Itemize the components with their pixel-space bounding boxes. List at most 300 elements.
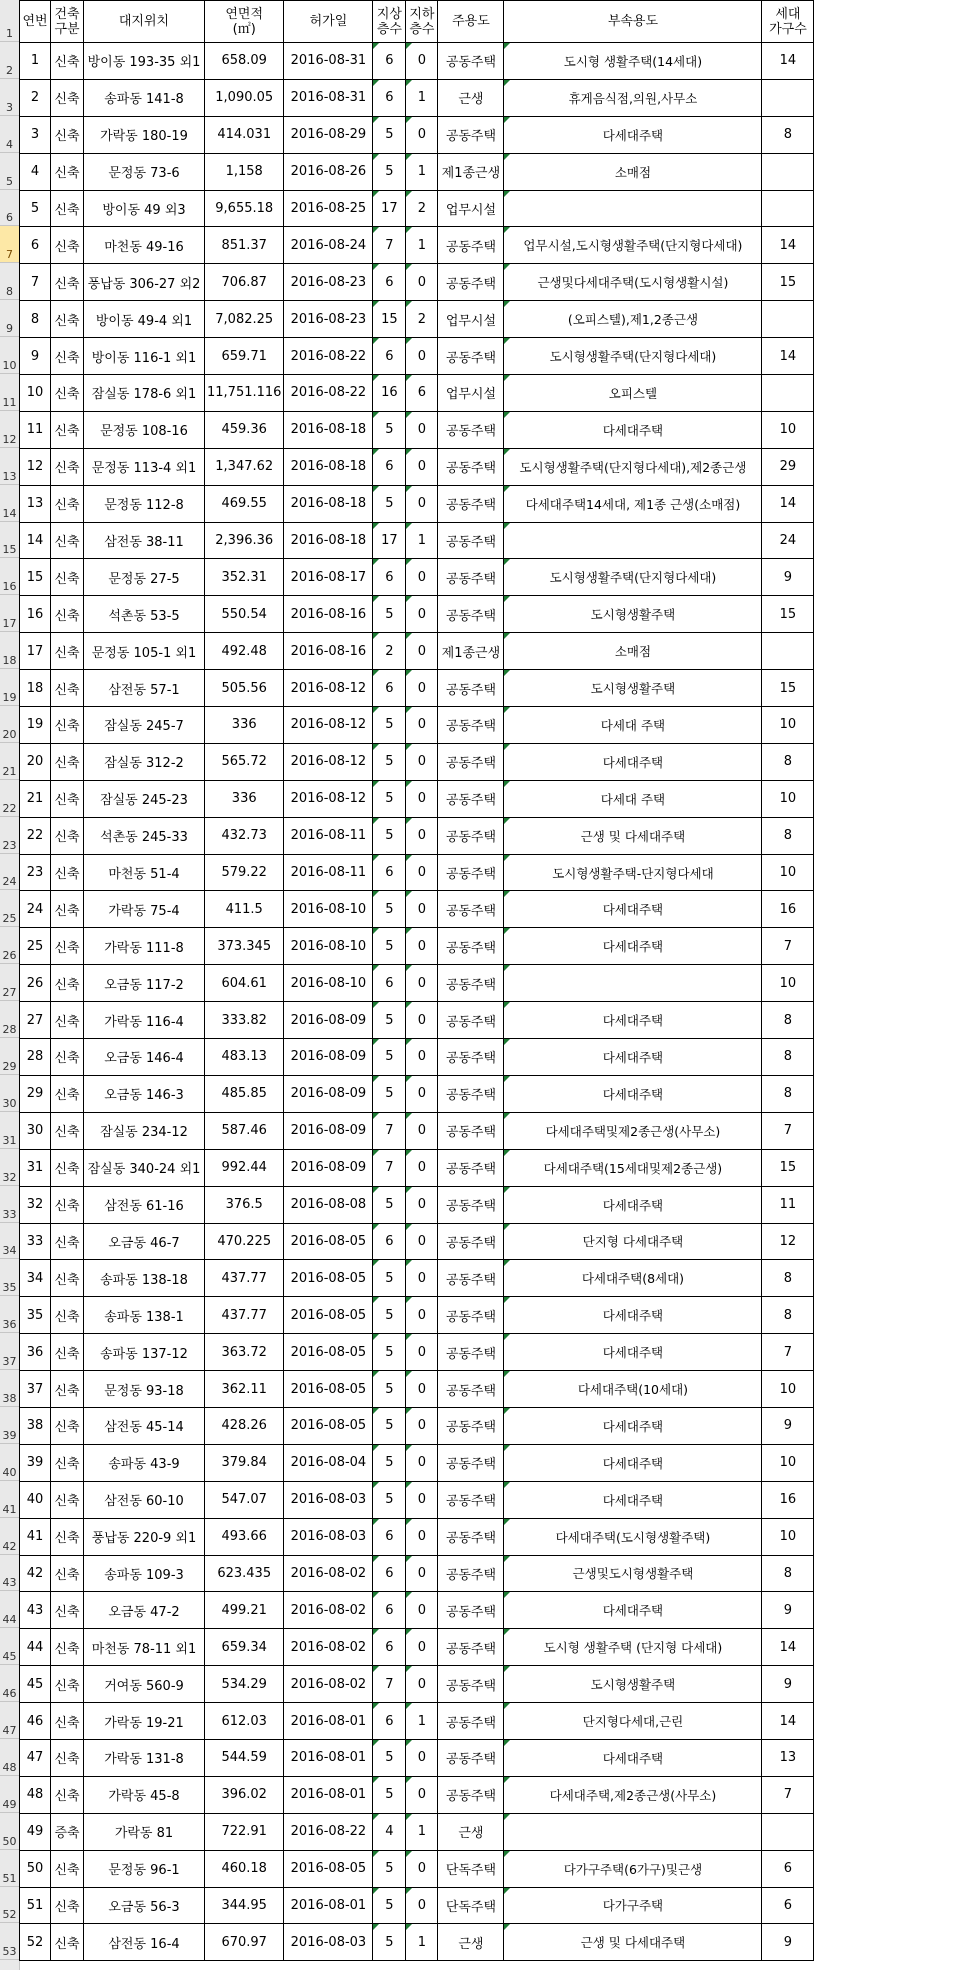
cell-units[interactable]: 16 xyxy=(762,891,814,928)
cell-down[interactable]: 1 xyxy=(406,153,438,190)
row-number[interactable] xyxy=(0,116,19,153)
cell-use[interactable]: 업무시설 xyxy=(438,375,504,412)
cell-type[interactable]: 신축 xyxy=(51,817,84,854)
cell-no[interactable]: 31 xyxy=(20,1149,51,1186)
cell-down[interactable]: 0 xyxy=(406,43,438,80)
cell-use2[interactable] xyxy=(504,522,762,559)
cell-use[interactable]: 공동주택 xyxy=(438,1518,504,1555)
cell-down[interactable]: 0 xyxy=(406,743,438,780)
cell-loc[interactable]: 삼전동 45-14 xyxy=(84,1407,205,1444)
cell-use2[interactable]: 도시형생활주택 xyxy=(504,596,762,633)
cell-up[interactable]: 6 xyxy=(373,338,406,375)
cell-use2[interactable]: 도시형생활주택-단지형다세대 xyxy=(504,854,762,891)
cell-area[interactable]: 336 xyxy=(205,780,284,817)
cell-units[interactable]: 8 xyxy=(762,817,814,854)
cell-up[interactable]: 2 xyxy=(373,633,406,670)
cell-units[interactable]: 6 xyxy=(762,1850,814,1887)
cell-down[interactable]: 0 xyxy=(406,338,438,375)
cell-area[interactable]: 587.46 xyxy=(205,1112,284,1149)
cell-loc[interactable]: 마천동 51-4 xyxy=(84,854,205,891)
cell-type[interactable]: 신축 xyxy=(51,1149,84,1186)
cell-loc[interactable]: 석촌동 53-5 xyxy=(84,596,205,633)
cell-area[interactable]: 499.21 xyxy=(205,1592,284,1629)
cell-no[interactable]: 2 xyxy=(20,79,51,116)
cell-type[interactable]: 신축 xyxy=(51,854,84,891)
cell-use[interactable]: 공동주택 xyxy=(438,1666,504,1703)
cell-down[interactable]: 0 xyxy=(406,1075,438,1112)
cell-use[interactable]: 공동주택 xyxy=(438,43,504,80)
row-number[interactable] xyxy=(0,1075,19,1112)
cell-use2[interactable]: 다세대주택 xyxy=(504,411,762,448)
cell-date[interactable]: 2016-08-03 xyxy=(284,1481,373,1518)
cell-loc[interactable]: 방이동 193-35 외1 xyxy=(84,43,205,80)
cell-up[interactable]: 7 xyxy=(373,1149,406,1186)
cell-use2[interactable]: 다세대주택(10세대) xyxy=(504,1371,762,1408)
cell-up[interactable]: 6 xyxy=(373,264,406,301)
cell-loc[interactable]: 거여동 560-9 xyxy=(84,1666,205,1703)
cell-use2[interactable]: 도시형 생활주택(14세대) xyxy=(504,43,762,80)
cell-date[interactable]: 2016-08-09 xyxy=(284,1002,373,1039)
row-number[interactable] xyxy=(0,1850,19,1887)
cell-loc[interactable]: 삼전동 61-16 xyxy=(84,1186,205,1223)
cell-down[interactable]: 0 xyxy=(406,817,438,854)
cell-units[interactable]: 15 xyxy=(762,596,814,633)
cell-units[interactable]: 10 xyxy=(762,1444,814,1481)
cell-date[interactable]: 2016-08-23 xyxy=(284,264,373,301)
cell-area[interactable]: 493.66 xyxy=(205,1518,284,1555)
cell-units[interactable]: 14 xyxy=(762,227,814,264)
cell-use[interactable]: 공동주택 xyxy=(438,1039,504,1076)
cell-area[interactable]: 379.84 xyxy=(205,1444,284,1481)
cell-units[interactable]: 9 xyxy=(762,1592,814,1629)
cell-loc[interactable]: 오금동 47-2 xyxy=(84,1592,205,1629)
cell-area[interactable]: 373.345 xyxy=(205,928,284,965)
cell-use[interactable]: 공동주택 xyxy=(438,1592,504,1629)
cell-type[interactable]: 신축 xyxy=(51,928,84,965)
row-number[interactable] xyxy=(0,1665,19,1702)
cell-date[interactable]: 2016-08-18 xyxy=(284,448,373,485)
cell-units[interactable]: 15 xyxy=(762,1149,814,1186)
cell-down[interactable]: 0 xyxy=(406,1112,438,1149)
cell-use2[interactable]: 다세대 주택 xyxy=(504,707,762,744)
row-number[interactable] xyxy=(0,817,19,854)
cell-area[interactable]: 2,396.36 xyxy=(205,522,284,559)
cell-type[interactable]: 신축 xyxy=(51,375,84,412)
cell-type[interactable]: 신축 xyxy=(51,743,84,780)
row-number[interactable] xyxy=(0,1038,19,1075)
cell-down[interactable]: 0 xyxy=(406,1039,438,1076)
cell-up[interactable]: 5 xyxy=(373,1186,406,1223)
cell-area[interactable]: 658.09 xyxy=(205,43,284,80)
row-number[interactable] xyxy=(0,706,19,743)
cell-no[interactable]: 21 xyxy=(20,780,51,817)
row-number[interactable] xyxy=(0,300,19,337)
cell-area[interactable]: 352.31 xyxy=(205,559,284,596)
column-header-type[interactable]: 건축 구분 xyxy=(51,1,84,43)
cell-units[interactable]: 8 xyxy=(762,743,814,780)
cell-down[interactable]: 0 xyxy=(406,116,438,153)
cell-no[interactable]: 47 xyxy=(20,1739,51,1776)
cell-type[interactable]: 신축 xyxy=(51,891,84,928)
cell-type[interactable]: 신축 xyxy=(51,1334,84,1371)
cell-up[interactable]: 5 xyxy=(373,1260,406,1297)
cell-date[interactable]: 2016-08-12 xyxy=(284,707,373,744)
cell-units[interactable]: 7 xyxy=(762,928,814,965)
row-number[interactable] xyxy=(0,1223,19,1260)
cell-use2[interactable]: 오피스텔 xyxy=(504,375,762,412)
cell-down[interactable]: 0 xyxy=(406,1444,438,1481)
cell-date[interactable]: 2016-08-12 xyxy=(284,780,373,817)
cell-type[interactable]: 신축 xyxy=(51,633,84,670)
cell-down[interactable]: 2 xyxy=(406,301,438,338)
cell-use2[interactable]: 근생및다세대주택(도시형생활시설) xyxy=(504,264,762,301)
cell-type[interactable]: 신축 xyxy=(51,596,84,633)
cell-no[interactable]: 6 xyxy=(20,227,51,264)
cell-loc[interactable]: 삼전동 16-4 xyxy=(84,1924,205,1961)
cell-down[interactable]: 1 xyxy=(406,79,438,116)
cell-loc[interactable]: 방이동 49 외3 xyxy=(84,190,205,227)
cell-area[interactable]: 376.5 xyxy=(205,1186,284,1223)
cell-use[interactable]: 공동주택 xyxy=(438,1112,504,1149)
row-number[interactable] xyxy=(0,1628,19,1665)
cell-type[interactable]: 신축 xyxy=(51,707,84,744)
cell-area[interactable]: 428.26 xyxy=(205,1407,284,1444)
cell-no[interactable]: 26 xyxy=(20,965,51,1002)
cell-date[interactable]: 2016-08-05 xyxy=(284,1371,373,1408)
cell-use[interactable]: 공동주택 xyxy=(438,1186,504,1223)
row-number[interactable] xyxy=(0,595,19,632)
cell-date[interactable]: 2016-08-26 xyxy=(284,153,373,190)
cell-date[interactable]: 2016-08-22 xyxy=(284,375,373,412)
cell-area[interactable]: 851.37 xyxy=(205,227,284,264)
cell-up[interactable]: 5 xyxy=(373,1924,406,1961)
row-number[interactable] xyxy=(0,1481,19,1518)
cell-type[interactable]: 신축 xyxy=(51,1555,84,1592)
cell-use2[interactable]: 다세대주택 xyxy=(504,928,762,965)
cell-area[interactable]: 396.02 xyxy=(205,1776,284,1813)
row-number[interactable] xyxy=(0,669,19,706)
cell-date[interactable]: 2016-08-29 xyxy=(284,116,373,153)
cell-down[interactable]: 0 xyxy=(406,1592,438,1629)
cell-date[interactable]: 2016-08-12 xyxy=(284,743,373,780)
cell-use2[interactable]: 다세대 주택 xyxy=(504,780,762,817)
cell-area[interactable]: 411.5 xyxy=(205,891,284,928)
cell-up[interactable]: 5 xyxy=(373,411,406,448)
cell-loc[interactable]: 풍납동 306-27 외2 xyxy=(84,264,205,301)
cell-use2[interactable] xyxy=(504,1813,762,1850)
cell-use2[interactable]: 소매점 xyxy=(504,633,762,670)
cell-loc[interactable]: 가락동 131-8 xyxy=(84,1739,205,1776)
cell-use2[interactable]: 다세대주택 xyxy=(504,1039,762,1076)
cell-down[interactable]: 1 xyxy=(406,1813,438,1850)
cell-use[interactable]: 공동주택 xyxy=(438,780,504,817)
cell-use2[interactable]: 다세대주택및제2종근생(사무소) xyxy=(504,1112,762,1149)
row-number[interactable] xyxy=(0,263,19,300)
column-header-down[interactable]: 지하 층수 xyxy=(406,1,438,43)
cell-no[interactable]: 44 xyxy=(20,1629,51,1666)
cell-loc[interactable]: 잠실동 245-7 xyxy=(84,707,205,744)
cell-use[interactable]: 공동주택 xyxy=(438,670,504,707)
cell-loc[interactable]: 잠실동 234-12 xyxy=(84,1112,205,1149)
cell-no[interactable]: 50 xyxy=(20,1850,51,1887)
row-number[interactable] xyxy=(0,927,19,964)
cell-no[interactable]: 12 xyxy=(20,448,51,485)
cell-use2[interactable]: 근생및도시형생활주택 xyxy=(504,1555,762,1592)
cell-use[interactable]: 공동주택 xyxy=(438,854,504,891)
cell-loc[interactable]: 삼전동 60-10 xyxy=(84,1481,205,1518)
row-number[interactable] xyxy=(0,1776,19,1813)
cell-up[interactable]: 6 xyxy=(373,965,406,1002)
cell-area[interactable]: 492.48 xyxy=(205,633,284,670)
cell-loc[interactable]: 송파동 137-12 xyxy=(84,1334,205,1371)
cell-down[interactable]: 0 xyxy=(406,1149,438,1186)
row-number[interactable] xyxy=(0,780,19,817)
cell-units[interactable] xyxy=(762,633,814,670)
cell-up[interactable]: 7 xyxy=(373,227,406,264)
cell-area[interactable]: 437.77 xyxy=(205,1260,284,1297)
row-number[interactable] xyxy=(0,1407,19,1444)
cell-down[interactable]: 0 xyxy=(406,633,438,670)
cell-use[interactable]: 공동주택 xyxy=(438,227,504,264)
row-number[interactable] xyxy=(0,374,19,411)
cell-up[interactable]: 6 xyxy=(373,448,406,485)
cell-units[interactable]: 14 xyxy=(762,1629,814,1666)
cell-use2[interactable]: 다세대주택 xyxy=(504,891,762,928)
cell-no[interactable]: 40 xyxy=(20,1481,51,1518)
cell-type[interactable]: 신축 xyxy=(51,1186,84,1223)
cell-loc[interactable]: 삼전동 38-11 xyxy=(84,522,205,559)
cell-units[interactable]: 14 xyxy=(762,1703,814,1740)
row-number[interactable] xyxy=(0,190,19,227)
cell-use2[interactable]: 다세대주택 xyxy=(504,1186,762,1223)
cell-no[interactable]: 9 xyxy=(20,338,51,375)
cell-area[interactable]: 432.73 xyxy=(205,817,284,854)
cell-loc[interactable]: 송파동 109-3 xyxy=(84,1555,205,1592)
cell-area[interactable]: 7,082.25 xyxy=(205,301,284,338)
cell-area[interactable]: 9,655.18 xyxy=(205,190,284,227)
cell-use2[interactable]: 도시형생활주택 xyxy=(504,1666,762,1703)
cell-no[interactable]: 52 xyxy=(20,1924,51,1961)
cell-loc[interactable]: 가락동 75-4 xyxy=(84,891,205,928)
column-header-loc[interactable]: 대지위치 xyxy=(84,1,205,43)
cell-no[interactable]: 35 xyxy=(20,1297,51,1334)
row-number[interactable] xyxy=(0,153,19,190)
cell-area[interactable]: 722.91 xyxy=(205,1813,284,1850)
cell-area[interactable]: 11,751.116 xyxy=(205,375,284,412)
column-header-use[interactable]: 주용도 xyxy=(438,1,504,43)
cell-up[interactable]: 6 xyxy=(373,854,406,891)
cell-up[interactable]: 5 xyxy=(373,928,406,965)
cell-no[interactable]: 13 xyxy=(20,485,51,522)
cell-units[interactable] xyxy=(762,153,814,190)
row-number[interactable] xyxy=(0,964,19,1001)
cell-up[interactable]: 5 xyxy=(373,1887,406,1924)
cell-up[interactable]: 17 xyxy=(373,522,406,559)
cell-use[interactable]: 공동주택 xyxy=(438,1629,504,1666)
cell-use[interactable]: 공동주택 xyxy=(438,1334,504,1371)
cell-type[interactable]: 신축 xyxy=(51,1112,84,1149)
cell-type[interactable]: 신축 xyxy=(51,1887,84,1924)
cell-loc[interactable]: 문정동 113-4 외1 xyxy=(84,448,205,485)
cell-type[interactable]: 신축 xyxy=(51,448,84,485)
cell-use2[interactable]: 다세대주택 xyxy=(504,1075,762,1112)
cell-area[interactable]: 565.72 xyxy=(205,743,284,780)
cell-loc[interactable]: 석촌동 245-33 xyxy=(84,817,205,854)
cell-type[interactable]: 신축 xyxy=(51,1629,84,1666)
cell-down[interactable]: 0 xyxy=(406,1481,438,1518)
cell-use[interactable]: 업무시설 xyxy=(438,301,504,338)
cell-no[interactable]: 15 xyxy=(20,559,51,596)
cell-up[interactable]: 6 xyxy=(373,43,406,80)
cell-down[interactable]: 0 xyxy=(406,1518,438,1555)
cell-date[interactable]: 2016-08-24 xyxy=(284,227,373,264)
cell-no[interactable]: 5 xyxy=(20,190,51,227)
cell-loc[interactable]: 문정동 96-1 xyxy=(84,1850,205,1887)
cell-up[interactable]: 5 xyxy=(373,1002,406,1039)
row-number[interactable] xyxy=(0,1702,19,1739)
cell-use2[interactable]: 다세대주택 xyxy=(504,1592,762,1629)
cell-loc[interactable]: 가락동 111-8 xyxy=(84,928,205,965)
cell-use[interactable]: 공동주택 xyxy=(438,338,504,375)
cell-area[interactable]: 470.225 xyxy=(205,1223,284,1260)
cell-use2[interactable]: 도시형생활주택(단지형다세대) xyxy=(504,559,762,596)
cell-type[interactable]: 신축 xyxy=(51,965,84,1002)
cell-area[interactable]: 1,158 xyxy=(205,153,284,190)
cell-units[interactable]: 9 xyxy=(762,1407,814,1444)
cell-area[interactable]: 670.97 xyxy=(205,1924,284,1961)
row-number[interactable] xyxy=(0,1887,19,1924)
cell-area[interactable]: 483.13 xyxy=(205,1039,284,1076)
cell-no[interactable]: 11 xyxy=(20,411,51,448)
cell-no[interactable]: 10 xyxy=(20,375,51,412)
cell-date[interactable]: 2016-08-05 xyxy=(284,1407,373,1444)
cell-date[interactable]: 2016-08-05 xyxy=(284,1334,373,1371)
cell-use2[interactable]: 다세대주택(15세대및제2종근생) xyxy=(504,1149,762,1186)
cell-loc[interactable]: 가락동 180-19 xyxy=(84,116,205,153)
cell-loc[interactable]: 잠실동 245-23 xyxy=(84,780,205,817)
cell-units[interactable] xyxy=(762,375,814,412)
row-number[interactable] xyxy=(0,1186,19,1223)
cell-type[interactable]: 증축 xyxy=(51,1813,84,1850)
row-number[interactable] xyxy=(0,226,19,263)
cell-up[interactable]: 5 xyxy=(373,743,406,780)
cell-use[interactable]: 공동주택 xyxy=(438,596,504,633)
cell-units[interactable] xyxy=(762,190,814,227)
cell-units[interactable]: 8 xyxy=(762,1075,814,1112)
cell-down[interactable]: 2 xyxy=(406,190,438,227)
cell-up[interactable]: 5 xyxy=(373,153,406,190)
cell-up[interactable]: 5 xyxy=(373,1297,406,1334)
cell-down[interactable]: 0 xyxy=(406,1186,438,1223)
cell-down[interactable]: 0 xyxy=(406,1223,438,1260)
cell-up[interactable]: 5 xyxy=(373,707,406,744)
cell-units[interactable]: 29 xyxy=(762,448,814,485)
cell-no[interactable]: 17 xyxy=(20,633,51,670)
cell-area[interactable]: 706.87 xyxy=(205,264,284,301)
cell-no[interactable]: 1 xyxy=(20,43,51,80)
cell-use2[interactable]: 다세대주택,제2종근생(사무소) xyxy=(504,1776,762,1813)
cell-type[interactable]: 신축 xyxy=(51,1481,84,1518)
cell-date[interactable]: 2016-08-10 xyxy=(284,965,373,1002)
cell-no[interactable]: 23 xyxy=(20,854,51,891)
cell-up[interactable]: 5 xyxy=(373,1407,406,1444)
cell-use[interactable]: 근생 xyxy=(438,1813,504,1850)
cell-use2[interactable]: 다세대주택(도시형생활주택) xyxy=(504,1518,762,1555)
cell-units[interactable]: 9 xyxy=(762,1666,814,1703)
cell-up[interactable]: 5 xyxy=(373,1776,406,1813)
cell-use[interactable]: 공동주택 xyxy=(438,1703,504,1740)
cell-loc[interactable]: 잠실동 312-2 xyxy=(84,743,205,780)
cell-up[interactable]: 5 xyxy=(373,1075,406,1112)
cell-use[interactable]: 공동주택 xyxy=(438,1075,504,1112)
cell-loc[interactable]: 방이동 49-4 외1 xyxy=(84,301,205,338)
row-number[interactable] xyxy=(0,448,19,485)
cell-units[interactable]: 10 xyxy=(762,1518,814,1555)
cell-loc[interactable]: 삼전동 57-1 xyxy=(84,670,205,707)
cell-type[interactable]: 신축 xyxy=(51,670,84,707)
cell-down[interactable]: 0 xyxy=(406,1297,438,1334)
cell-use[interactable]: 공동주택 xyxy=(438,264,504,301)
row-number[interactable] xyxy=(0,1112,19,1149)
cell-use[interactable]: 공동주택 xyxy=(438,1297,504,1334)
cell-loc[interactable]: 오금동 146-4 xyxy=(84,1039,205,1076)
cell-area[interactable]: 534.29 xyxy=(205,1666,284,1703)
cell-type[interactable]: 신축 xyxy=(51,338,84,375)
cell-up[interactable]: 6 xyxy=(373,1629,406,1666)
cell-down[interactable]: 1 xyxy=(406,1703,438,1740)
cell-type[interactable]: 신축 xyxy=(51,190,84,227)
cell-loc[interactable]: 문정동 73-6 xyxy=(84,153,205,190)
row-number[interactable] xyxy=(0,42,19,79)
cell-loc[interactable]: 방이동 116-1 외1 xyxy=(84,338,205,375)
cell-up[interactable]: 5 xyxy=(373,485,406,522)
cell-use2[interactable]: 다세대주택 xyxy=(504,1002,762,1039)
cell-no[interactable]: 39 xyxy=(20,1444,51,1481)
cell-up[interactable]: 5 xyxy=(373,1371,406,1408)
row-number[interactable] xyxy=(0,1259,19,1296)
cell-use2[interactable]: 다세대주택 xyxy=(504,1297,762,1334)
cell-units[interactable]: 6 xyxy=(762,1887,814,1924)
cell-area[interactable]: 460.18 xyxy=(205,1850,284,1887)
cell-date[interactable]: 2016-08-02 xyxy=(284,1555,373,1592)
cell-units[interactable]: 10 xyxy=(762,411,814,448)
cell-type[interactable]: 신축 xyxy=(51,1518,84,1555)
cell-use2[interactable] xyxy=(504,190,762,227)
cell-type[interactable]: 신축 xyxy=(51,301,84,338)
cell-units[interactable]: 24 xyxy=(762,522,814,559)
cell-use2[interactable]: 근생 및 다세대주택 xyxy=(504,1924,762,1961)
cell-use2[interactable]: 다세대주택(8세대) xyxy=(504,1260,762,1297)
cell-type[interactable]: 신축 xyxy=(51,116,84,153)
cell-area[interactable]: 363.72 xyxy=(205,1334,284,1371)
cell-units[interactable]: 15 xyxy=(762,264,814,301)
cell-use2[interactable]: 다가구주택(6가구)및근생 xyxy=(504,1850,762,1887)
cell-use2[interactable]: 다세대주택 xyxy=(504,1444,762,1481)
cell-date[interactable]: 2016-08-22 xyxy=(284,338,373,375)
cell-units[interactable]: 8 xyxy=(762,1297,814,1334)
cell-no[interactable]: 7 xyxy=(20,264,51,301)
cell-no[interactable]: 14 xyxy=(20,522,51,559)
cell-units[interactable] xyxy=(762,79,814,116)
cell-area[interactable]: 1,347.62 xyxy=(205,448,284,485)
cell-use[interactable]: 단독주택 xyxy=(438,1887,504,1924)
cell-date[interactable]: 2016-08-05 xyxy=(284,1850,373,1887)
cell-use[interactable]: 공동주택 xyxy=(438,116,504,153)
cell-loc[interactable]: 문정동 108-16 xyxy=(84,411,205,448)
cell-use[interactable]: 공동주택 xyxy=(438,1149,504,1186)
row-number[interactable] xyxy=(0,1518,19,1555)
cell-loc[interactable]: 풍납동 220-9 외1 xyxy=(84,1518,205,1555)
